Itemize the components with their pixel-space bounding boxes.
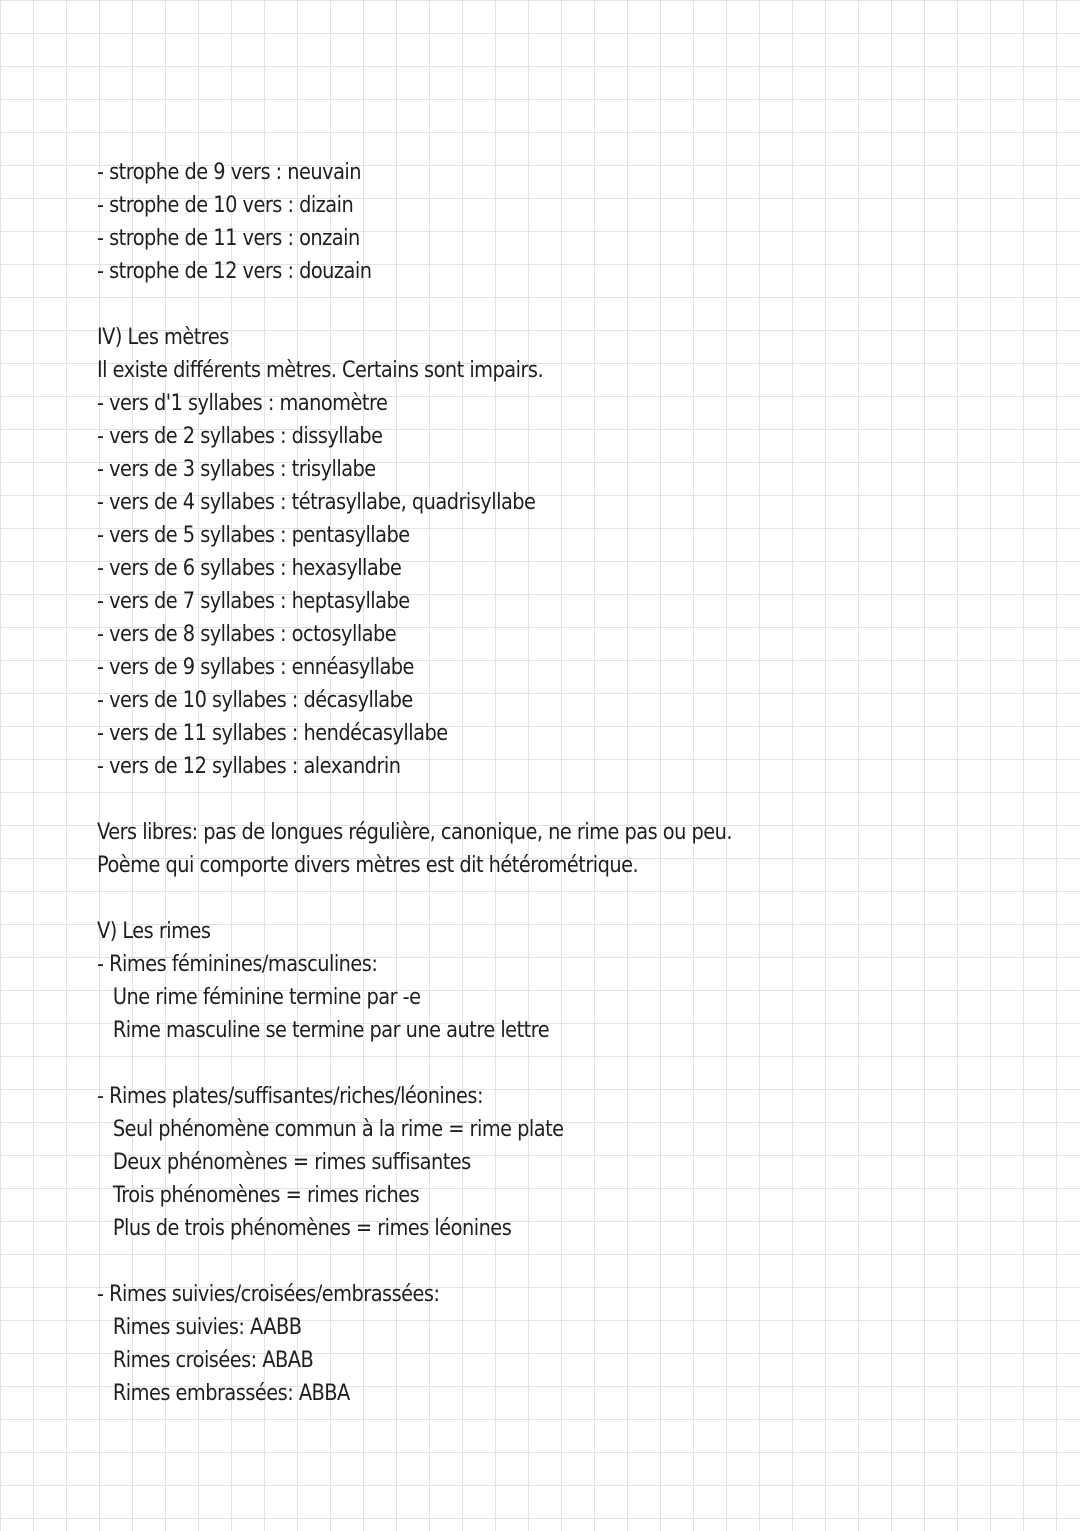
metre-item: - vers de 8 syllabes : octosyllabe bbox=[97, 622, 397, 647]
metre-item: - vers de 2 syllabes : dissyllabe bbox=[97, 424, 383, 449]
spacer bbox=[97, 1047, 1037, 1080]
metre-item: - vers de 7 syllabes : heptasyllabe bbox=[97, 589, 410, 614]
metre-item: - vers de 9 syllabes : ennéasyllabe bbox=[97, 655, 414, 680]
spacer bbox=[97, 1245, 1037, 1278]
strophe-line: - strophe de 9 vers : neuvain bbox=[97, 160, 361, 185]
metre-item: - vers d'1 syllabes : manomètre bbox=[97, 391, 388, 416]
rimes-richesse-line: Deux phénomènes = rimes suffisantes bbox=[112, 1150, 471, 1175]
metre-item: - vers de 3 syllabes : trisyllabe bbox=[97, 457, 376, 482]
rimes-richesse-title: - Rimes plates/suffisantes/riches/léonines: bbox=[97, 1084, 483, 1109]
metres-intro: Il existe différents mètres. Certains sont impairs. bbox=[97, 358, 544, 383]
metre-item: - vers de 11 syllabes : hendécasyllabe bbox=[97, 721, 448, 746]
metre-item: - vers de 5 syllabes : pentasyllabe bbox=[97, 523, 410, 548]
metre-item: - vers de 10 syllabes : décasyllabe bbox=[97, 688, 413, 713]
rimes-disposition-line: Rimes embrassées: ABBA bbox=[112, 1381, 350, 1406]
rimes-richesse-line: Plus de trois phénomènes = rimes léonines bbox=[112, 1216, 512, 1241]
rimes-disposition-line: Rimes suivies: AABB bbox=[112, 1315, 302, 1340]
spacer bbox=[97, 783, 1037, 816]
spacer bbox=[97, 882, 1037, 915]
rimes-disposition-line: Rimes croisées: ABAB bbox=[112, 1348, 314, 1373]
metre-item: - vers de 12 syllabes : alexandrin bbox=[97, 754, 401, 779]
rimes-richesse-line: Trois phénomènes = rimes riches bbox=[112, 1183, 420, 1208]
rimes-genre-line: Une rime féminine termine par -e bbox=[112, 985, 421, 1010]
strophe-line: - strophe de 10 vers : dizain bbox=[97, 193, 354, 218]
strophe-line: - strophe de 11 vers : onzain bbox=[97, 226, 360, 251]
section-heading-metres: IV) Les mètres bbox=[97, 325, 229, 350]
rimes-genre-line: Rime masculine se termine par une autre lettre bbox=[112, 1018, 550, 1043]
rimes-richesse-line: Seul phénomène commun à la rime = rime plate bbox=[112, 1117, 564, 1142]
rimes-genre-title: - Rimes féminines/masculines: bbox=[97, 952, 378, 977]
metre-item: - vers de 4 syllabes : tétrasyllabe, quadrisyllabe bbox=[97, 490, 536, 515]
notes-page bbox=[97, 156, 1037, 1410]
spacer bbox=[97, 288, 1037, 321]
metre-item: - vers de 6 syllabes : hexasyllabe bbox=[97, 556, 402, 581]
vers-libres-text: Vers libres: pas de longues régulière, canonique, ne rime pas ou peu. bbox=[97, 820, 732, 845]
rimes-disposition-title: - Rimes suivies/croisées/embrassées: bbox=[97, 1282, 440, 1307]
strophe-line: - strophe de 12 vers : douzain bbox=[97, 259, 372, 284]
section-heading-rimes: V) Les rimes bbox=[97, 919, 211, 944]
heterometrique-text: Poème qui comporte divers mètres est dit hétérométrique. bbox=[97, 853, 639, 878]
